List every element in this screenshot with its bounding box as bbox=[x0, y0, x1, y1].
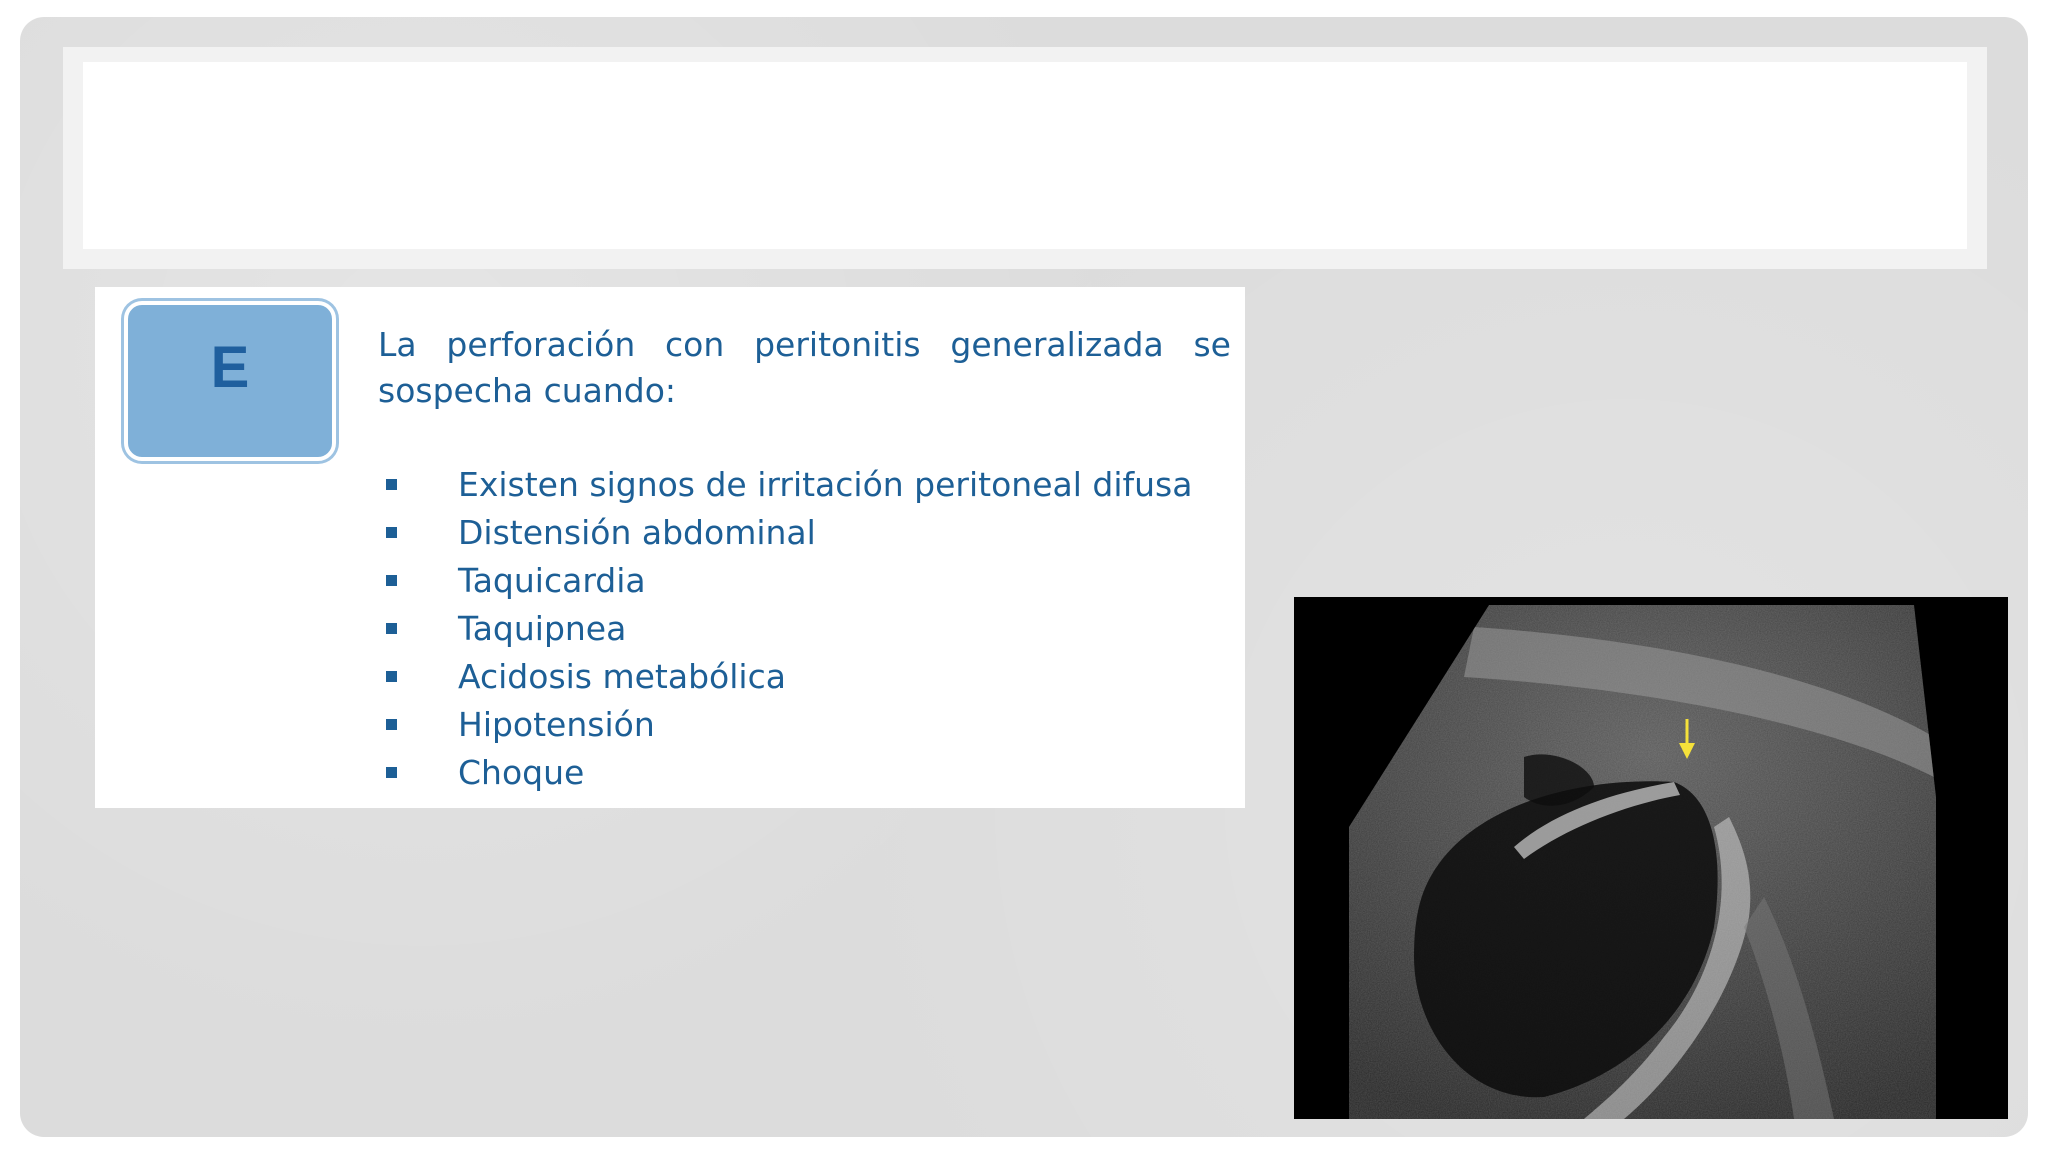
badge-letter: E bbox=[210, 334, 250, 400]
ultrasound-image bbox=[1294, 597, 2008, 1119]
square-bullet-icon bbox=[386, 527, 397, 538]
square-bullet-icon bbox=[386, 767, 397, 778]
list-item bbox=[378, 652, 1231, 700]
list-item-text: Hipotensión bbox=[458, 704, 655, 744]
list-item-text: Distensión abdominal bbox=[458, 512, 816, 552]
title-placeholder bbox=[63, 47, 1987, 269]
square-bullet-icon bbox=[386, 623, 397, 634]
symptom-list bbox=[378, 460, 1231, 796]
square-bullet-icon bbox=[386, 575, 397, 586]
square-bullet-icon bbox=[386, 671, 397, 682]
list-item bbox=[378, 748, 1231, 796]
list-item-text: Acidosis metabólica bbox=[458, 656, 786, 696]
ultrasound-scan bbox=[1294, 597, 2008, 1119]
list-item bbox=[378, 508, 1231, 556]
title-area bbox=[83, 62, 1967, 249]
list-item bbox=[378, 556, 1231, 604]
list-item-text: Taquipnea bbox=[458, 608, 627, 648]
list-item bbox=[378, 604, 1231, 652]
list-item-text: Choque bbox=[458, 752, 585, 792]
square-bullet-icon bbox=[386, 719, 397, 730]
square-bullet-icon bbox=[386, 479, 397, 490]
letter-badge bbox=[124, 301, 336, 461]
list-item-text: Existen signos de irritación peritoneal difusa bbox=[458, 464, 1193, 504]
list-item bbox=[378, 460, 1231, 508]
list-item bbox=[378, 700, 1231, 748]
intro-paragraph: La perforación con peritonitis generalizada se sospecha cuando: bbox=[378, 325, 1231, 410]
list-item-text: Taquicardia bbox=[458, 560, 646, 600]
